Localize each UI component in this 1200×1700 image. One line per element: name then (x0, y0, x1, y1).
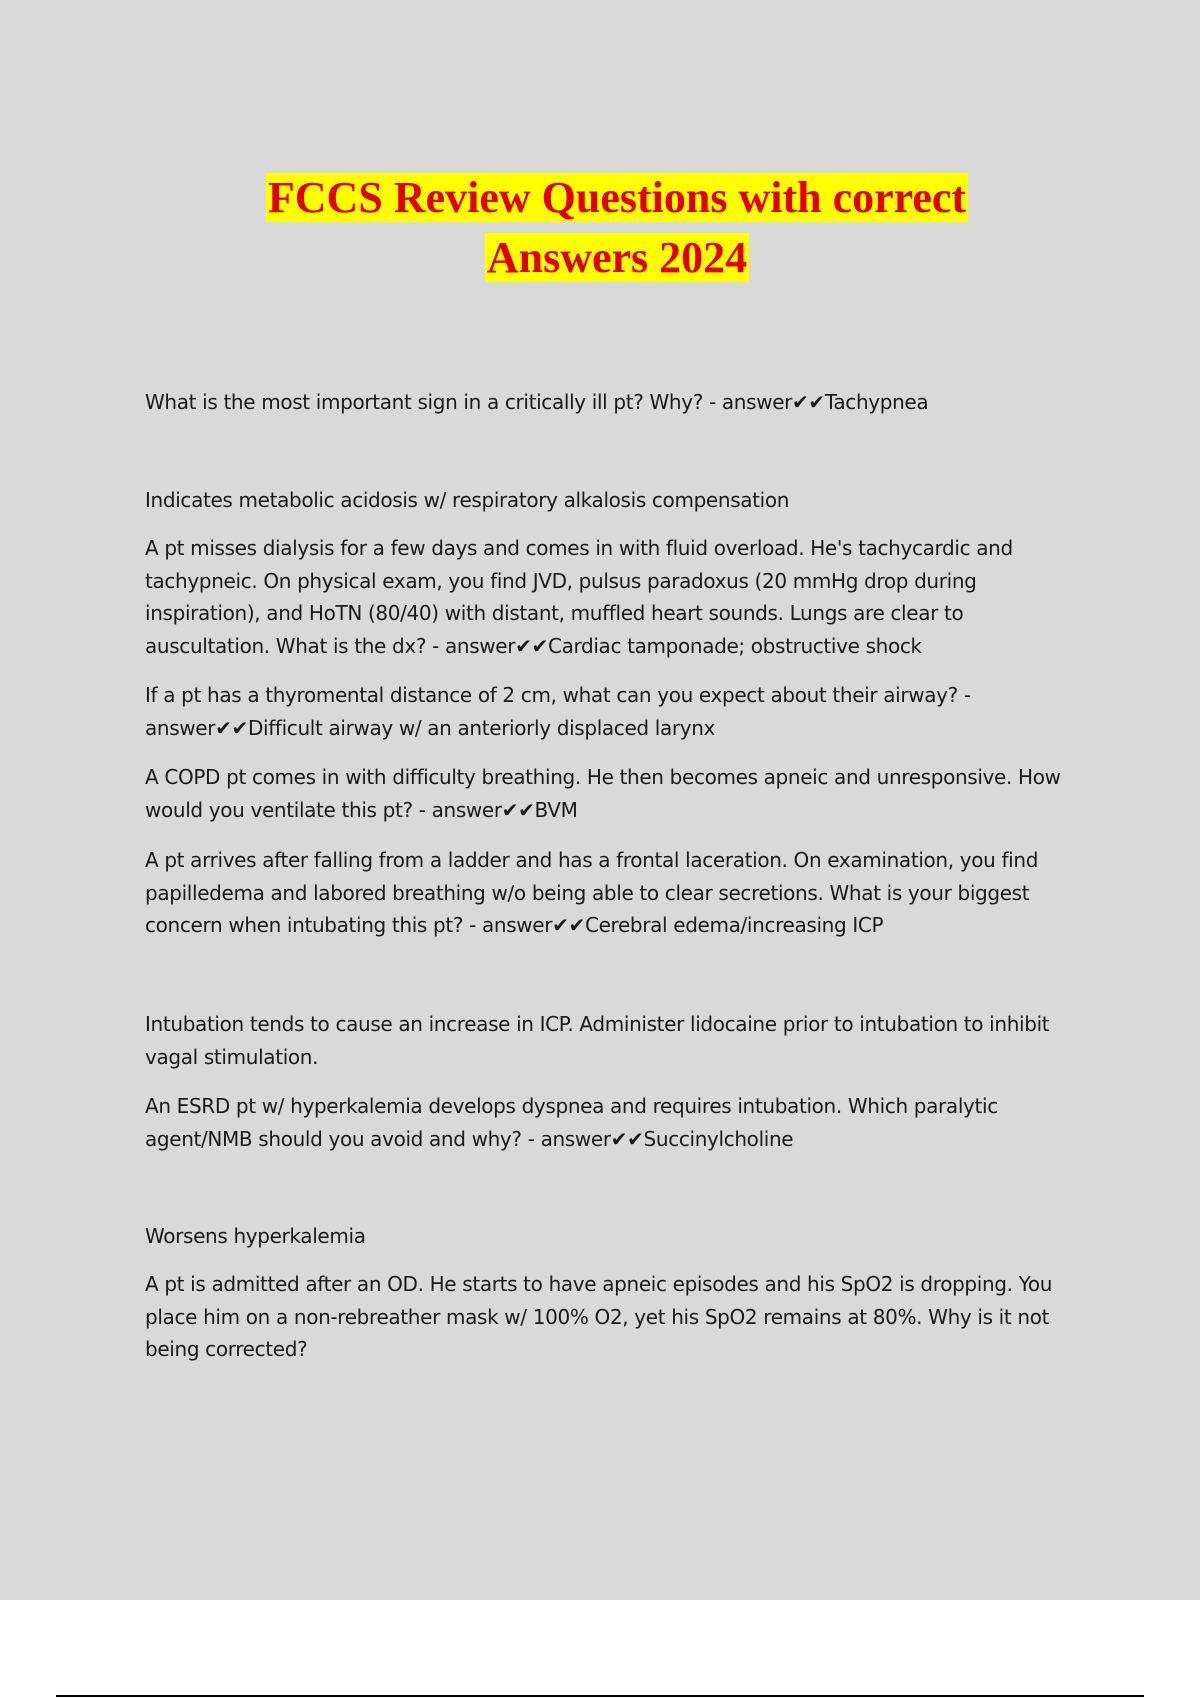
text-line: A pt arrives after falling from a ladder and has a frontal laceration. On examination, you find (145, 848, 1039, 872)
text-line: auscultation. What is the dx? - answer✔✔Cardiac tamponade; obstructive shock (145, 633, 922, 658)
page-divider (56, 1695, 1144, 1697)
text-line: Indicates metabolic acidosis w/ respiratory alkalosis compensation (145, 488, 790, 512)
text-line: What is the most important sign in a critically ill pt? Why? - answer✔✔Tachypnea (145, 390, 929, 414)
text-line: A COPD pt comes in with difficulty breathing. He then becomes apneic and unresponsive. How (145, 765, 1061, 789)
text-line: place him on a non-rebreather mask w/ 100% O2, yet his SpO2 remains at 80%. Why is it not (145, 1304, 1050, 1329)
text-line: agent/NMB should you avoid and why? - answer✔✔Succinylcholine (145, 1126, 794, 1151)
text-line: Worsens hyperkalemia (145, 1224, 366, 1248)
paragraph-worsens-hyperkalemia (145, 1220, 1085, 1253)
text-line: tachypneic. On physical exam, you find JVD, pulsus paradoxus (20 mmHg drop during (145, 568, 977, 593)
text-line: would you ventilate this pt? - answer✔✔BVM (145, 797, 578, 822)
paragraph-esrd-question (145, 1090, 1085, 1155)
text-line: vagal stimulation. (145, 1044, 319, 1069)
text-line: If a pt has a thyromental distance of 2 cm, what can you expect about their airway? - (145, 683, 971, 707)
paragraph-copd-question (145, 761, 1085, 826)
document-title (0, 168, 1200, 288)
text-line: A pt misses dialysis for a few days and comes in with fluid overload. He's tachycardic and (145, 536, 1013, 560)
text-line: inspiration), and HoTN (80/40) with distant, muffled heart sounds. Lungs are clear to (145, 601, 964, 625)
paragraph-most-important-sign (145, 386, 1085, 419)
paragraph-thyromental-question (145, 679, 1085, 744)
paragraph-dialysis-question (145, 532, 1085, 662)
paragraph-metabolic-acidosis (145, 484, 1085, 517)
paragraph-ladder-fall-question (145, 844, 1085, 942)
text-line: An ESRD pt w/ hyperkalemia develops dyspnea and requires intubation. Which paralytic (145, 1094, 998, 1118)
title-line-1: FCCS Review Questions with correct (267, 173, 967, 222)
text-line: papilledema and labored breathing w/o being able to clear secretions. What is your biggest (145, 880, 1030, 905)
text-line: A pt is admitted after an OD. He starts to have apneic episodes and his SpO2 is dropping. You (145, 1272, 1053, 1296)
text-line: concern when intubating this pt? - answer✔✔Cerebral edema/increasing ICP (145, 913, 884, 937)
title-line-2: Answers 2024 (486, 233, 748, 282)
text-line: Intubation tends to cause an increase in ICP. Administer lidocaine prior to intubation to inhibit (145, 1012, 1050, 1036)
paragraph-overdose-question (145, 1268, 1085, 1366)
text-line: answer✔✔Difficult airway w/ an anteriorly displaced larynx (145, 715, 716, 740)
text-line: being corrected? (145, 1337, 308, 1361)
paragraph-intubation-icp (145, 1008, 1085, 1073)
